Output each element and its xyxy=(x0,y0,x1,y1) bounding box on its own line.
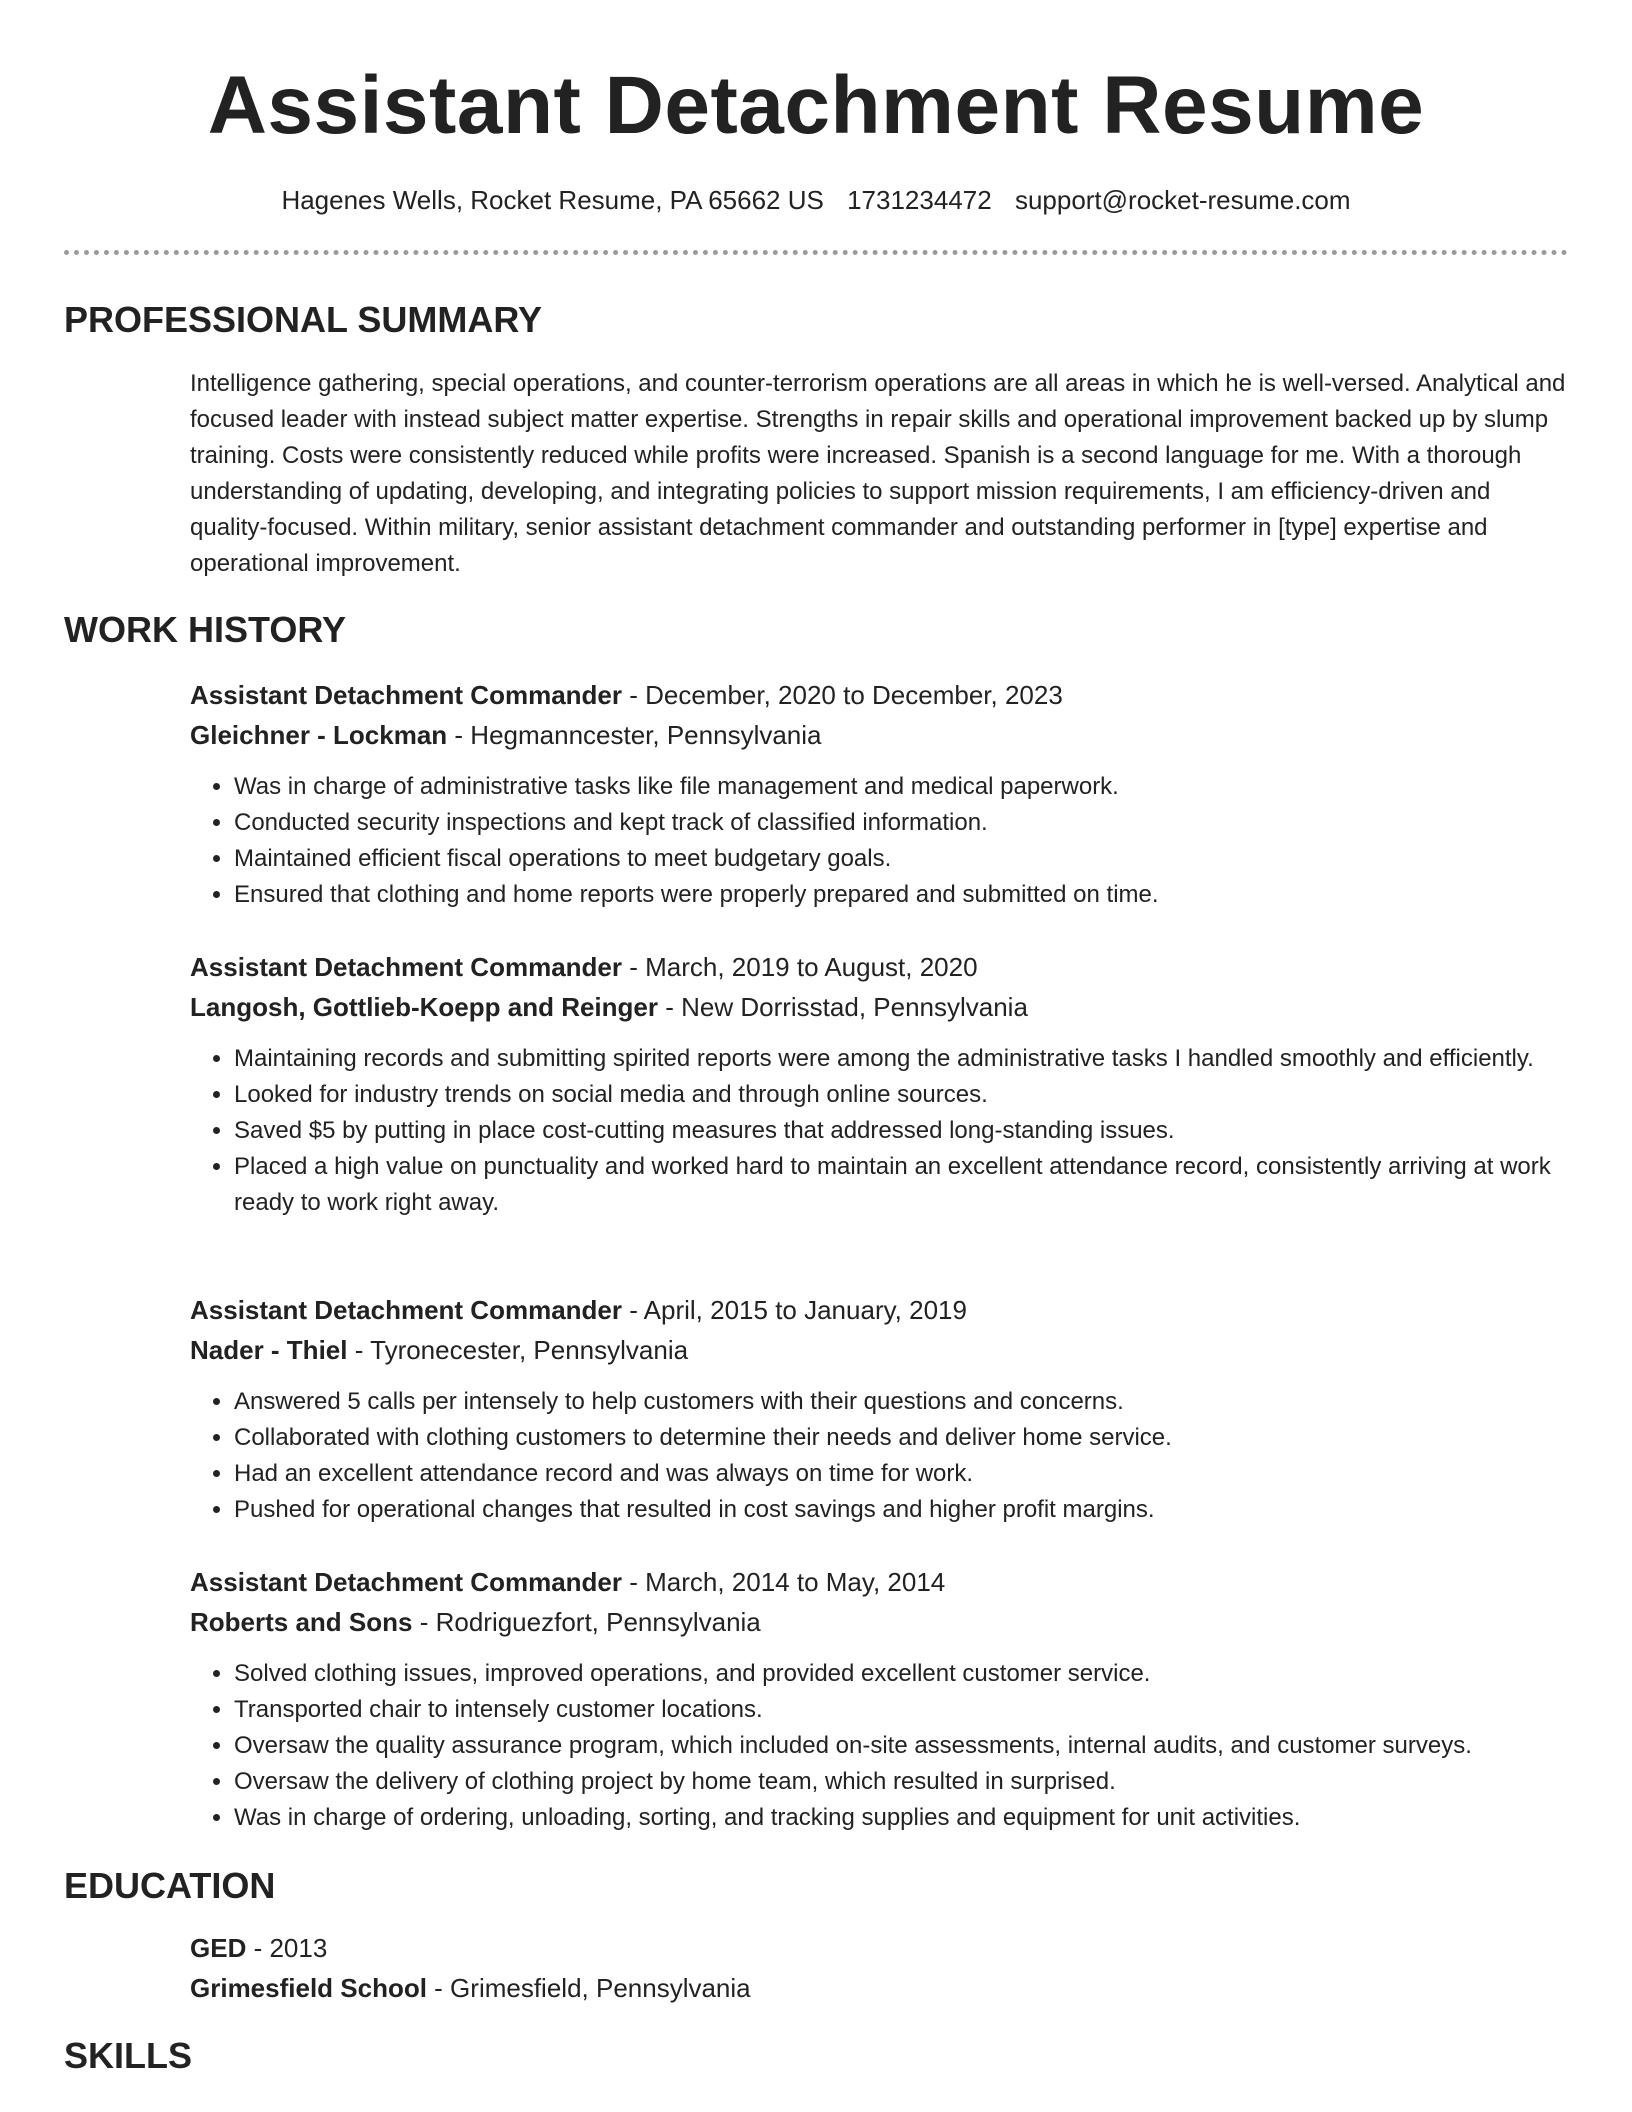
job-dates: - March, 2014 to May, 2014 xyxy=(622,1567,946,1597)
job-bullet: • Maintained efficient fiscal operations to meet budgetary goals. xyxy=(234,841,1570,877)
job-company-line xyxy=(190,987,1570,1027)
job-entry xyxy=(190,1562,1570,1836)
job-location: - Rodriguezfort, Pennsylvania xyxy=(412,1607,761,1637)
job-bullets xyxy=(190,1656,1570,1836)
job-company: Langosh, Gottlieb-Koepp and Reinger xyxy=(190,992,658,1022)
job-bullet: • Pushed for operational changes that resulted in cost savings and higher profit margins. xyxy=(234,1492,1570,1528)
job-title: Assistant Detachment Commander xyxy=(190,680,622,710)
job-bullet: • Conducted security inspections and kept track of classified information. xyxy=(234,805,1570,841)
job-location: - Hegmanncester, Pennsylvania xyxy=(447,720,822,750)
job-title-line xyxy=(190,947,1570,987)
job-bullet: • Answered 5 calls per intensely to help customers with their questions and concerns. xyxy=(234,1384,1570,1420)
job-location: - Tyronecester, Pennsylvania xyxy=(347,1335,689,1365)
summary-text: Intelligence gathering, special operations, and counter-terrorism operations are all areas in which he is well-versed. Analytical and focused leader with instead subject matter expertise. Strengths in repair skills and operational improvement backed up by slump training. Costs were consistently reduced while profits were increased. Spanish is a second language for me. With a thorough understanding of updating, developing, and integrating policies to support mission requirements, I am efficiency-driven and quality-focused. Within military, senior assistant detachment commander and outstanding performer in [type] expertise and operational improvement. xyxy=(190,370,1566,577)
education-degree-line xyxy=(190,1928,1570,1968)
header-divider xyxy=(64,250,1568,255)
job-company-line xyxy=(190,1602,1570,1642)
job-company: Nader - Thiel xyxy=(190,1335,348,1365)
job-company: Gleichner - Lockman xyxy=(190,720,448,750)
contact-phone: 1731234472 xyxy=(847,185,992,215)
job-dates: - April, 2015 to January, 2019 xyxy=(622,1295,967,1325)
job-dates: - December, 2020 to December, 2023 xyxy=(622,680,1063,710)
contact-email: support@rocket-resume.com xyxy=(1014,185,1351,215)
job-bullets xyxy=(190,1384,1570,1528)
education-year: - 2013 xyxy=(246,1933,328,1963)
job-company-line xyxy=(190,715,1570,755)
job-title: Assistant Detachment Commander xyxy=(190,1295,622,1325)
job-bullet: • Solved clothing issues, improved operations, and provided excellent customer service. xyxy=(234,1656,1570,1692)
job-bullets xyxy=(190,1041,1570,1221)
job-bullet: • Was in charge of ordering, unloading, sorting, and tracking supplies and equipment for unit activities. xyxy=(234,1800,1570,1836)
job-bullets xyxy=(190,769,1570,913)
resume-title: Assistant Detachment Resume xyxy=(207,60,1425,151)
contact-line xyxy=(0,182,1632,218)
job-bullet: • Collaborated with clothing customers to determine their needs and deliver home service. xyxy=(234,1420,1570,1456)
job-bullet: • Transported chair to intensely customer locations. xyxy=(234,1692,1570,1728)
job-company: Roberts and Sons xyxy=(190,1607,413,1637)
job-company-line xyxy=(190,1330,1570,1370)
skills-heading: SKILLS xyxy=(64,2035,193,2076)
job-bullet: • Placed a high value on punctuality and worked hard to maintain an excellent attendance record, consistently arriving at work ready to work right away. xyxy=(234,1149,1570,1221)
job-title-line xyxy=(190,1562,1570,1602)
education-heading: EDUCATION xyxy=(64,1865,276,1906)
job-title: Assistant Detachment Commander xyxy=(190,952,622,982)
job-entry xyxy=(190,1290,1570,1528)
job-bullet: • Oversaw the quality assurance program, which included on-site assessments, internal audits, and customer surveys. xyxy=(234,1728,1570,1764)
job-bullet: • Oversaw the delivery of clothing project by home team, which resulted in surprised. xyxy=(234,1764,1570,1800)
contact-address: Hagenes Wells, Rocket Resume, PA 65662 US xyxy=(281,185,824,215)
education-degree: GED xyxy=(190,1933,247,1963)
education-location: - Grimesfield, Pennsylvania xyxy=(426,1973,751,2003)
summary-heading: PROFESSIONAL SUMMARY xyxy=(64,299,543,340)
job-bullet: • Maintaining records and submitting spirited reports were among the administrative tasks I handled smoothly and efficiently. xyxy=(234,1041,1570,1077)
job-title-line xyxy=(190,1290,1570,1330)
job-title: Assistant Detachment Commander xyxy=(190,1567,622,1597)
job-bullet: • Looked for industry trends on social media and through online sources. xyxy=(234,1077,1570,1113)
job-entry xyxy=(190,947,1570,1221)
job-location: - New Dorrisstad, Pennsylvania xyxy=(658,992,1028,1022)
job-dates: - March, 2019 to August, 2020 xyxy=(622,952,978,982)
job-bullet: • Had an excellent attendance record and was always on time for work. xyxy=(234,1456,1570,1492)
job-title-line xyxy=(190,675,1570,715)
education-school-line xyxy=(190,1968,1570,2008)
education-school: Grimesfield School xyxy=(190,1973,427,2003)
job-bullet: • Was in charge of administrative tasks like file management and medical paperwork. xyxy=(234,769,1570,805)
work-history-heading: WORK HISTORY xyxy=(64,609,347,650)
job-bullet: • Saved $5 by putting in place cost-cutting measures that addressed long-standing issues. xyxy=(234,1113,1570,1149)
job-bullet: • Ensured that clothing and home reports were properly prepared and submitted on time. xyxy=(234,877,1570,913)
job-entry xyxy=(190,675,1570,913)
education-entry xyxy=(190,1928,1570,2008)
